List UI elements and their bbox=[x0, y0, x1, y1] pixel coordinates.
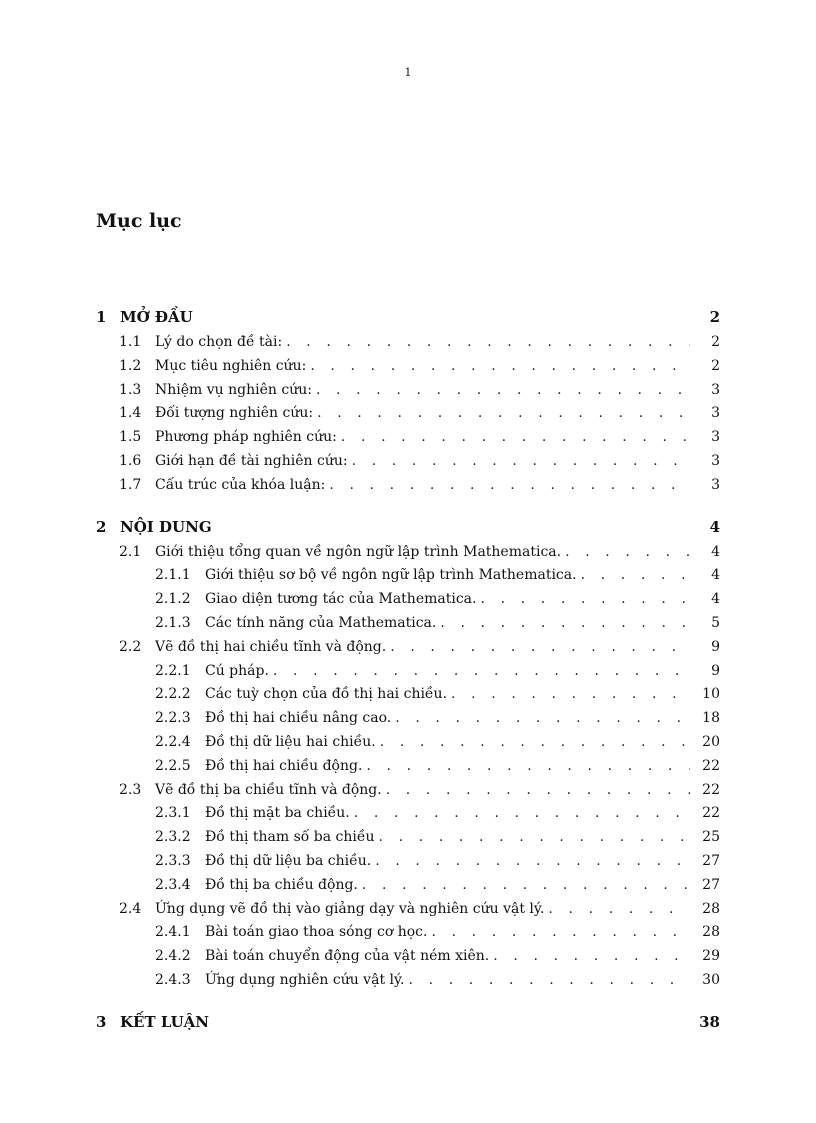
toc-entry[interactable] bbox=[96, 734, 720, 758]
chapter-page: 2 bbox=[709, 308, 720, 326]
entry-page: 3 bbox=[711, 429, 720, 446]
entry-title: Cấu trúc của khóa luận: bbox=[155, 476, 326, 493]
toc-entry[interactable] bbox=[96, 591, 720, 615]
dot-leader bbox=[548, 901, 690, 917]
dot-leader bbox=[341, 429, 690, 445]
entry-number: 2.1 bbox=[119, 543, 142, 560]
dot-leader bbox=[380, 734, 690, 750]
entry-page: 27 bbox=[702, 876, 720, 893]
entry-title: Ứng dụng nghiên cứu vật lý. bbox=[205, 971, 405, 988]
toc-entry[interactable] bbox=[96, 972, 720, 996]
page-number: 1 bbox=[404, 66, 412, 79]
entry-page: 18 bbox=[702, 710, 720, 727]
chapter-title: NỘI DUNG bbox=[120, 517, 212, 536]
entry-title: Ứng dụng vẽ đồ thị vào giảng dạy và nghiên cứu vật lý. bbox=[155, 900, 545, 917]
entry-number: 2.2.3 bbox=[155, 710, 191, 727]
toc-entry[interactable] bbox=[96, 853, 720, 877]
toc-title: Mục lục bbox=[96, 210, 182, 232]
entry-page: 3 bbox=[711, 405, 720, 422]
toc-entries bbox=[96, 544, 720, 996]
dot-leader bbox=[317, 405, 690, 421]
dot-leader bbox=[286, 334, 690, 350]
entry-title: Đồ thị dữ liệu hai chiều. bbox=[205, 733, 376, 750]
entry-number: 2.3 bbox=[119, 781, 142, 798]
entry-title: Cú pháp. bbox=[205, 662, 269, 679]
entry-number: 2.2.1 bbox=[155, 662, 191, 679]
entry-page: 5 bbox=[711, 614, 720, 631]
entry-number: 2.4.1 bbox=[155, 924, 191, 941]
entry-title: Đồ thị hai chiều nâng cao. bbox=[205, 710, 392, 727]
entry-page: 4 bbox=[711, 591, 720, 608]
chapter-page: 4 bbox=[709, 517, 720, 536]
dot-leader bbox=[329, 477, 690, 493]
entry-title: Đồ thị hai chiều động. bbox=[205, 757, 363, 774]
entry-page: 9 bbox=[711, 662, 720, 679]
entry-number: 1.7 bbox=[119, 476, 142, 493]
entry-number: 2.4.3 bbox=[155, 971, 191, 988]
toc-chapter bbox=[96, 518, 720, 996]
entry-number: 2.3.4 bbox=[155, 876, 191, 893]
toc-entry[interactable] bbox=[96, 615, 720, 639]
toc-chapter-heading[interactable] bbox=[96, 308, 720, 334]
entry-number: 1.6 bbox=[119, 452, 142, 469]
entry-number: 1.5 bbox=[119, 429, 142, 446]
entry-title: Giới hạn đề tài nghiên cứu: bbox=[155, 452, 348, 469]
entry-title: Lý do chọn đề tài: bbox=[155, 334, 283, 350]
entry-title: Phương pháp nghiên cứu: bbox=[155, 429, 337, 446]
entry-title: Vẽ đồ thị hai chiều tĩnh và động. bbox=[155, 638, 387, 655]
entry-number: 1.3 bbox=[119, 381, 142, 398]
entry-number: 2.3.3 bbox=[155, 852, 191, 869]
entry-number: 2.2 bbox=[119, 638, 142, 655]
toc-entry[interactable] bbox=[96, 477, 720, 501]
toc-entry[interactable] bbox=[96, 805, 720, 829]
dot-leader bbox=[440, 615, 690, 631]
dot-leader bbox=[354, 805, 690, 821]
entry-page: 4 bbox=[711, 567, 720, 584]
dot-leader bbox=[493, 948, 690, 964]
toc-entry[interactable] bbox=[96, 782, 720, 806]
entry-number: 2.1.2 bbox=[155, 591, 191, 608]
toc-entry[interactable] bbox=[96, 686, 720, 710]
entry-number: 2.4.2 bbox=[155, 948, 191, 965]
toc-chapter-heading[interactable] bbox=[96, 1013, 720, 1039]
chapter-number: 3 bbox=[96, 1012, 107, 1031]
entry-page: 3 bbox=[711, 381, 720, 398]
toc-entry[interactable] bbox=[96, 453, 720, 477]
entry-number: 1.2 bbox=[119, 357, 142, 374]
entry-page: 22 bbox=[702, 757, 720, 774]
table-of-contents bbox=[96, 308, 720, 1056]
entry-number: 2.2.5 bbox=[155, 757, 191, 774]
entry-page: 22 bbox=[702, 805, 720, 822]
entry-number: 1.1 bbox=[119, 334, 142, 350]
entry-number: 2.2.2 bbox=[155, 686, 191, 703]
entry-title: Mục tiêu nghiên cứu: bbox=[155, 357, 307, 374]
toc-entry[interactable] bbox=[96, 829, 720, 853]
entry-page: 3 bbox=[711, 476, 720, 493]
entry-page: 20 bbox=[702, 733, 720, 750]
toc-entry[interactable] bbox=[96, 358, 720, 382]
entry-number: 2.4 bbox=[119, 900, 142, 917]
toc-chapter-heading[interactable] bbox=[96, 518, 720, 544]
entry-page: 3 bbox=[711, 452, 720, 469]
toc-entry[interactable] bbox=[96, 334, 720, 358]
entry-title: Đối tượng nghiên cứu: bbox=[155, 405, 314, 422]
entry-title: Bài toán giao thoa sóng cơ học. bbox=[205, 924, 428, 941]
toc-entry[interactable] bbox=[96, 924, 720, 948]
entry-number: 2.3.1 bbox=[155, 805, 191, 822]
toc-entry[interactable] bbox=[96, 382, 720, 406]
toc-entry[interactable] bbox=[96, 877, 720, 901]
dot-leader bbox=[409, 972, 691, 988]
dot-leader bbox=[565, 544, 690, 560]
toc-entry[interactable] bbox=[96, 758, 720, 782]
entry-title: Đồ thị tham số ba chiều bbox=[205, 829, 375, 846]
entry-number: 2.3.2 bbox=[155, 829, 191, 846]
entry-page: 10 bbox=[702, 686, 720, 703]
entry-title: Nhiệm vụ nghiên cứu: bbox=[155, 381, 312, 398]
toc-entry[interactable] bbox=[96, 663, 720, 687]
entry-page: 28 bbox=[702, 924, 720, 941]
entry-title: Vẽ đồ thị ba chiều tĩnh và động. bbox=[155, 781, 382, 798]
entry-title: Các tính năng của Mathematica. bbox=[205, 614, 437, 631]
dot-leader bbox=[480, 591, 690, 607]
toc-entry[interactable] bbox=[96, 429, 720, 453]
entry-page: 27 bbox=[702, 852, 720, 869]
entry-number: 1.4 bbox=[119, 405, 142, 422]
entry-title: Giao diện tương tác của Mathematica. bbox=[205, 591, 477, 608]
dot-leader bbox=[379, 829, 690, 845]
chapter-title: MỞ ĐẦU bbox=[120, 308, 193, 326]
toc-entry[interactable] bbox=[96, 405, 720, 429]
entry-title: Đồ thị mặt ba chiều. bbox=[205, 805, 350, 822]
entry-title: Đồ thị dữ liệu ba chiều. bbox=[205, 852, 372, 869]
dot-leader bbox=[375, 853, 690, 869]
dot-leader bbox=[451, 686, 690, 702]
toc-entry[interactable] bbox=[96, 710, 720, 734]
dot-leader bbox=[310, 358, 690, 374]
entry-page: 25 bbox=[702, 829, 720, 846]
dot-leader bbox=[366, 758, 690, 774]
toc-entry[interactable] bbox=[96, 544, 720, 568]
toc-entry[interactable] bbox=[96, 948, 720, 972]
entry-number: 2.1.1 bbox=[155, 567, 191, 584]
dot-leader bbox=[431, 924, 690, 940]
entry-page: 2 bbox=[711, 334, 720, 350]
toc-entry[interactable] bbox=[96, 639, 720, 663]
toc-chapter bbox=[96, 308, 720, 501]
entry-page: 30 bbox=[702, 971, 720, 988]
entry-title: Bài toán chuyển động của vật ném xiên. bbox=[205, 948, 490, 965]
entry-page: 22 bbox=[702, 781, 720, 798]
dot-leader bbox=[273, 663, 690, 679]
toc-chapter bbox=[96, 1013, 720, 1039]
entry-page: 4 bbox=[711, 543, 720, 560]
dot-leader bbox=[390, 639, 690, 655]
dot-leader bbox=[316, 382, 690, 398]
toc-entries bbox=[96, 334, 720, 501]
entry-number: 2.2.4 bbox=[155, 733, 191, 750]
entry-number: 2.1.3 bbox=[155, 614, 191, 631]
chapter-page: 38 bbox=[699, 1012, 720, 1031]
chapter-number: 2 bbox=[96, 517, 107, 536]
entry-title: Giới thiệu sơ bộ về ngôn ngữ lập trình Mathematica. bbox=[205, 567, 577, 584]
dot-leader bbox=[352, 453, 690, 469]
chapter-title: KẾT LUẬN bbox=[120, 1012, 210, 1031]
toc-entry[interactable] bbox=[96, 567, 720, 591]
entry-page: 2 bbox=[711, 357, 720, 374]
toc-entry[interactable] bbox=[96, 901, 720, 925]
entry-page: 9 bbox=[711, 638, 720, 655]
entry-title: Các tuỳ chọn của đồ thị hai chiều. bbox=[205, 686, 448, 703]
entry-page: 29 bbox=[702, 948, 720, 965]
chapter-number: 1 bbox=[96, 308, 107, 326]
entry-page: 28 bbox=[702, 900, 720, 917]
dot-leader bbox=[362, 877, 690, 893]
entry-title: Giới thiệu tổng quan về ngôn ngữ lập trình Mathematica. bbox=[155, 543, 562, 560]
dot-leader bbox=[395, 710, 690, 726]
dot-leader bbox=[581, 567, 690, 583]
dot-leader bbox=[386, 782, 690, 798]
entry-title: Đồ thị ba chiều động. bbox=[205, 876, 358, 893]
